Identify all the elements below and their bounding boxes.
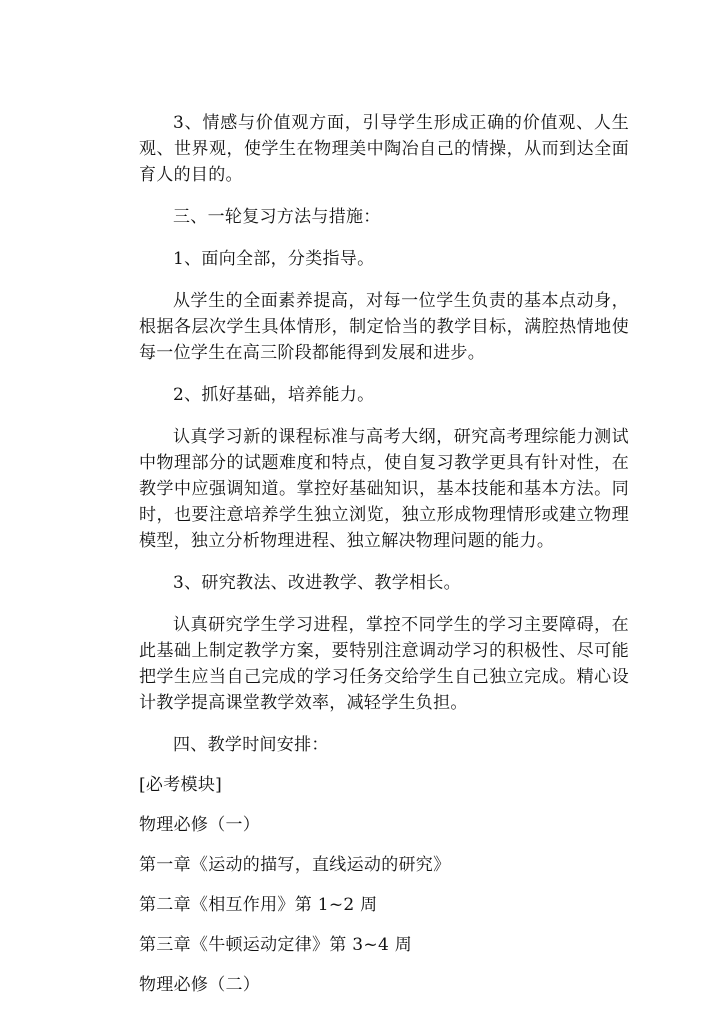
subsection-body-3: 认真研究学生学习进程，掌控不同学生的学习主要障碍，在此基础上制定教学方案，要特别注意调动学习的积极性、尽可能把学生应当自己完成的学习任务交给学生自己独立完成。精心设计教学提高课堂教学效率，减轻学生负担。 [139,615,629,713]
subsection-title-3: 3、研究教法、改进教学、教学相长。 [173,573,461,593]
schedule-item-compulsory-two: 物理必修（二） [139,975,261,995]
subsection-body-1: 从学生的全面素养提高，对每一位学生负责的基本点动身，根据各层次学生具体情形，制定恰当的教学目标，满腔热情地使每一位学生在高三阶段都能得到发展和进步。 [139,291,629,363]
paragraph-emotion-values: 3、情感与价值观方面，引导学生形成正确的价值观、人生观、世界观，使学生在物理美中陶冶自己的情操，从而到达全面育人的目的。 [139,113,629,185]
schedule-item-compulsory-one: 物理必修（一） [139,815,261,835]
subsection-body-2: 认真学习新的课程标准与高考大纲，研究高考理综能力测试中物理部分的试题难度和特点，使自复习教学更具有针对性，在教学中应强调知道。掌控好基础知识，基本技能和基本方法。同时，也要注意培养学生独立浏览，独立形成物理情形或建立物理模型，独立分析物理进程、独立解决物理问题的能力。 [139,427,629,551]
subsection-title-1: 1、面向全部，分类指导。 [173,249,375,269]
section-heading-4: 四、教学时间安排： [173,735,329,755]
schedule-item-required-module: [必考模块] [139,775,223,795]
subsection-title-2: 2、抓好基础，培养能力。 [173,385,375,405]
schedule-item-chapter-2: 第二章《相互作用》第 1~2 周 [139,895,378,915]
schedule-item-chapter-1: 第一章《运动的描写，直线运动的研究》 [139,855,451,875]
schedule-item-chapter-3: 第三章《牛顿运动定律》第 3~4 周 [139,935,413,955]
section-heading-3: 三、一轮复习方法与措施： [173,207,381,227]
document-body [139,110,629,998]
